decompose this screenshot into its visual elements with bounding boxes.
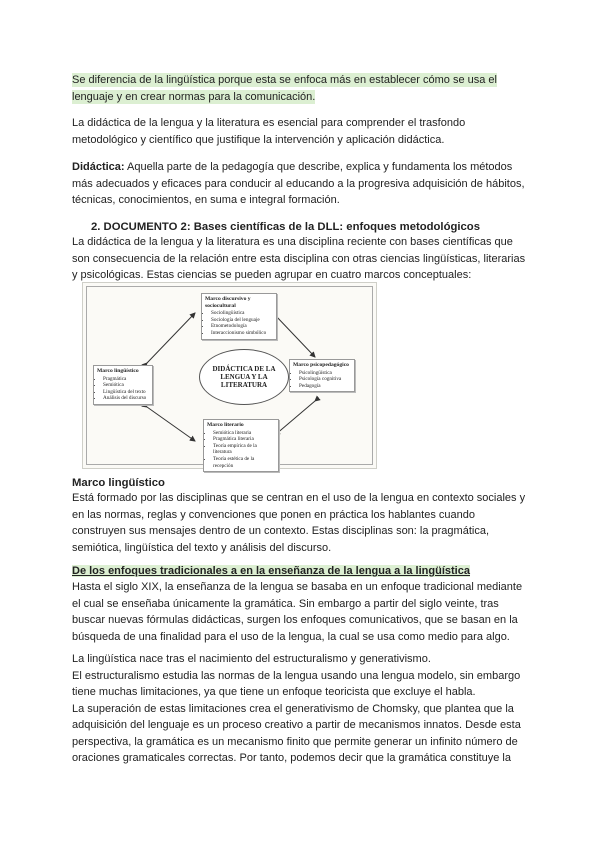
para-didactica-ll: La didáctica de la lengua y la literatura es esencial para comprender el trasfondo metodológico y científico que justifique la intervención y aplicación didáctica. [72, 117, 466, 146]
box-item: • Semiótica [103, 382, 149, 389]
box-marco-psicopedagogico [289, 359, 355, 392]
didactica-definition [72, 159, 530, 209]
box-item: • Psicolingüística [299, 370, 351, 377]
arrow-left-bottom [147, 407, 195, 441]
enfoques-para1: Hasta el siglo XIX, la enseñanza de la lengua se basaba en un enfoque tradicional mediante el cual se enseñaba únicamente la gramática. Sin embargo a partir del siglo veinte, tras buscar nuevas fórmulas didácticas, surgen los enfoques comunicativos, que se basan en la búsqueda de una finalidad para el uso de la lengua, la cual se usa como medio para algo. [72, 581, 523, 643]
box-marco-linguistico [93, 365, 153, 405]
enfoques-line-3: La superación de estas limitaciones crea el generativismo de Chomsky, que plantea que la adquisición del lenguaje es un proceso creativo a partir de mecanismos innatos. Desde esta perspectiva, la gramática es un mecanismo finito que permite generar un infinito número de oraciones gramaticales correctas. Por tanto, podemos decir que la gramática constituye la [72, 702, 521, 764]
arrow-top-right [275, 315, 315, 357]
box-item: • Teoría estética de la recepción [213, 456, 275, 469]
box-item: • Lingüística del texto [103, 389, 149, 396]
didactica-term: Didáctica: [72, 161, 125, 173]
box-item: • Sociolingüística [211, 310, 273, 317]
box-title: Marco literario [207, 422, 244, 428]
arrow-right-bottom [275, 401, 315, 435]
conceptual-frames-diagram [82, 282, 377, 469]
intro-line-1: Se diferencia de la lingüística porque esta se enfoca más en establecer cómo se usa el [72, 74, 497, 86]
box-item: • Semiótica literaria [213, 430, 275, 437]
box-title: Marco discursivo y sociocultural [205, 296, 251, 309]
box-item: • Teoría empírica de la literatura [213, 443, 275, 456]
enfoques-heading-wrap [72, 563, 530, 580]
arrow-left-top [147, 313, 195, 363]
box-item: • Interaccionismo simbólico [211, 330, 273, 337]
section2-heading: 2. DOCUMENTO 2: Bases científicas de la DLL: enfoques metodológicos [91, 221, 480, 233]
section2-para: La didáctica de la lengua y la literatura es una disciplina reciente con bases científicas que son consecuencia de la relación entre esta disciplina con otras ciencias lingüísticas, literarias y psicológicas. Estas ciencias se pueden agrupar en cuatro marcos conceptuales: [72, 236, 526, 281]
enfoques-line-2: El estructuralismo estudia las normas de la lengua usando una lengua modelo, sin embargo tiene muchas limitaciones, ya que tiene un enfoque teoricista que excluye el habla. [72, 669, 521, 698]
intro-line-2: lenguaje y en crear normas para la comunicación. [72, 90, 316, 103]
box-marco-discursivo [201, 293, 277, 340]
marco-linguistico-text: Está formado por las disciplinas que se centran en el uso de la lengua en contexto sociales y en las normas, reglas y convenciones que ponen en práctica los hablantes cuando construyen sus mensajes dentro de un contexto. Estas disciplinas son: la pragmática, semiótica, lingüística del texto y análisis del discurso. [72, 492, 526, 554]
box-title: Marco psicopedagógico [293, 362, 349, 368]
enfoques-heading: De los enfoques tradicionales a en la enseñanza de la lengua a la lingüística [72, 565, 470, 577]
didactica-text: Aquella parte de la pedagogía que describe, explica y fundamenta los métodos más adecuados y eficaces para conducir al educando a la progresiva adquisición de hábitos, técnicas, conocimientos, en suma e integral formación. [72, 161, 525, 206]
box-title: Marco lingüístico [97, 368, 139, 374]
box-item: • Análisis del discurso [103, 395, 149, 402]
marco-linguistico-heading: Marco lingüístico [72, 477, 165, 489]
box-item: • Etnometodología [211, 323, 273, 330]
center-ellipse: DIDÁCTICA DE LA LENGUA Y LA LITERATURA [199, 349, 289, 405]
box-marco-literario [203, 419, 279, 472]
intro-highlight [72, 72, 530, 105]
box-item: • Pragmática [103, 376, 149, 383]
enfoques-line-1: La lingüística nace tras el nacimiento del estructuralismo y generativismo. [72, 653, 431, 665]
box-item: • Sociología del lenguaje [211, 317, 273, 324]
enfoques-para2 [72, 651, 530, 767]
box-item: • Psicología cognitiva [299, 376, 351, 383]
box-item: • Pragmática literaria [213, 436, 275, 443]
box-item: • Pedagogía [299, 383, 351, 390]
